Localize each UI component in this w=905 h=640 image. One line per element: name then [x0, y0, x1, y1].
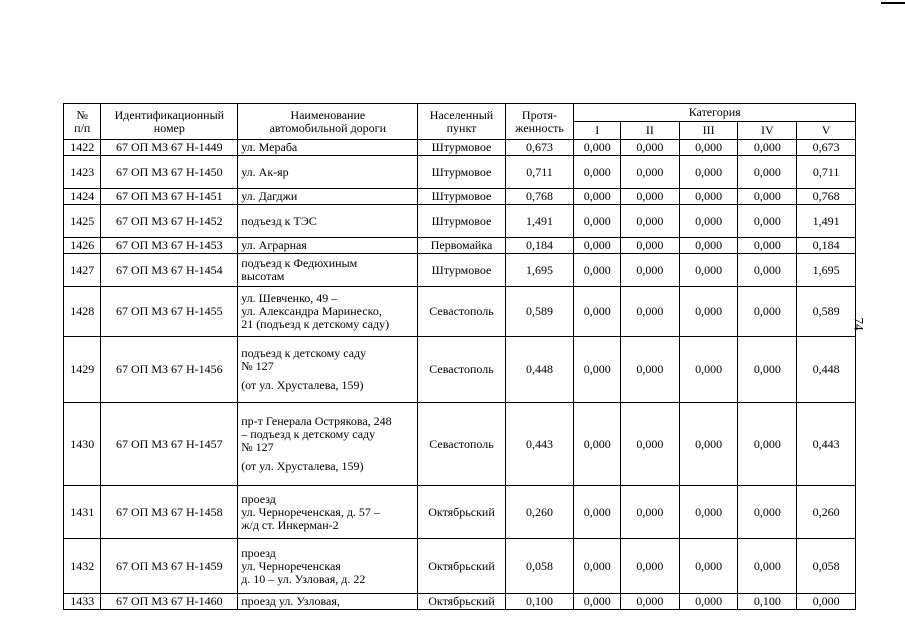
row-category-4: 0,100 — [738, 594, 797, 610]
row-place: Севастополь — [418, 337, 505, 403]
row-category-2: 0,000 — [620, 486, 679, 539]
road-name-line: ул. Ак-яр — [241, 164, 289, 179]
row-road-name — [238, 403, 418, 486]
row-road-name — [238, 156, 418, 189]
row-number: 1423 — [64, 156, 101, 189]
row-place: Штурмовое — [418, 205, 505, 238]
row-category-3: 0,000 — [679, 156, 738, 189]
row-category-5: 0,443 — [797, 403, 856, 486]
row-category-1: 0,000 — [574, 254, 621, 287]
page-number: 74 — [851, 317, 867, 331]
row-number: 1425 — [64, 205, 101, 238]
road-name-line: проезд ул. Узловая, — [241, 594, 340, 608]
row-road-name — [238, 254, 418, 287]
row-category-3: 0,000 — [679, 205, 738, 238]
row-id: 67 ОП МЗ 67 Н-1452 — [101, 205, 238, 238]
row-category-4: 0,000 — [738, 403, 797, 486]
table-row — [64, 403, 856, 486]
row-id: 67 ОП МЗ 67 Н-1457 — [101, 403, 238, 486]
row-category-5: 1,695 — [797, 254, 856, 287]
row-length: 0,711 — [505, 156, 574, 189]
row-category-1: 0,000 — [574, 337, 621, 403]
road-name-line: подъезд к Федюхиным — [241, 256, 358, 270]
row-place: Штурмовое — [418, 140, 505, 156]
row-category-2: 0,000 — [620, 205, 679, 238]
row-category-4: 0,000 — [738, 539, 797, 594]
road-name-line: (от ул. Хрусталева, 159) — [241, 459, 364, 473]
row-number: 1428 — [64, 287, 101, 337]
table-row — [64, 156, 856, 189]
row-number: 1427 — [64, 254, 101, 287]
row-category-2: 0,000 — [620, 189, 679, 205]
row-id: 67 ОП МЗ 67 Н-1458 — [101, 486, 238, 539]
row-number: 1429 — [64, 337, 101, 403]
row-category-4: 0,000 — [738, 254, 797, 287]
row-length: 0,673 — [505, 140, 574, 156]
row-length: 0,184 — [505, 238, 574, 254]
row-place: Октябрьский — [418, 486, 505, 539]
row-category-2: 0,000 — [620, 254, 679, 287]
row-category-2: 0,000 — [620, 594, 679, 610]
row-category-1: 0,000 — [574, 486, 621, 539]
road-name-line: ул. Дагджи — [241, 189, 298, 203]
row-category-5: 0,711 — [797, 156, 856, 189]
row-number: 1431 — [64, 486, 101, 539]
table-row — [64, 594, 856, 610]
row-road-name — [238, 594, 418, 610]
row-id: 67 ОП МЗ 67 Н-1456 — [101, 337, 238, 403]
row-id: 67 ОП МЗ 67 Н-1449 — [101, 140, 238, 156]
row-road-name — [238, 205, 418, 238]
row-category-3: 0,000 — [679, 140, 738, 156]
row-id: 67 ОП МЗ 67 Н-1459 — [101, 539, 238, 594]
row-road-name — [238, 337, 418, 403]
header-length: Протя- женность — [505, 104, 574, 140]
row-category-5: 0,058 — [797, 539, 856, 594]
row-category-2: 0,000 — [620, 287, 679, 337]
row-length: 1,491 — [505, 205, 574, 238]
road-name-line: ул. Аграрная — [241, 238, 307, 252]
row-length: 0,589 — [505, 287, 574, 337]
row-road-name — [238, 189, 418, 205]
row-number: 1426 — [64, 238, 101, 254]
table-row — [64, 205, 856, 238]
row-category-5: 1,491 — [797, 205, 856, 238]
row-category-3: 0,000 — [679, 539, 738, 594]
road-name-line: ул. Чернореченская, д. 57 – — [241, 504, 380, 519]
row-category-5: 0,448 — [797, 337, 856, 403]
row-place: Севастополь — [418, 287, 505, 337]
row-category-4: 0,000 — [738, 205, 797, 238]
row-length: 0,443 — [505, 403, 574, 486]
row-place: Севастополь — [418, 403, 505, 486]
row-category-3: 0,000 — [679, 594, 738, 610]
row-category-4: 0,000 — [738, 156, 797, 189]
row-category-4: 0,000 — [738, 486, 797, 539]
row-length: 0,448 — [505, 337, 574, 403]
row-number: 1422 — [64, 140, 101, 156]
row-category-1: 0,000 — [574, 205, 621, 238]
road-name-line: ул. Шевченко, 49 – — [241, 291, 338, 305]
road-name-line: ул. Чернореченская — [241, 558, 341, 573]
row-number: 1432 — [64, 539, 101, 594]
row-category-2: 0,000 — [620, 140, 679, 156]
table-row — [64, 189, 856, 205]
row-category-4: 0,000 — [738, 337, 797, 403]
road-name-line: (от ул. Хрусталева, 159) — [241, 378, 364, 392]
row-category-4: 0,000 — [738, 189, 797, 205]
row-id: 67 ОП МЗ 67 Н-1451 — [101, 189, 238, 205]
row-category-2: 0,000 — [620, 337, 679, 403]
row-road-name — [238, 287, 418, 337]
row-place: Штурмовое — [418, 189, 505, 205]
row-category-4: 0,000 — [738, 287, 797, 337]
row-length: 0,260 — [505, 486, 574, 539]
row-id: 67 ОП МЗ 67 Н-1460 — [101, 594, 238, 610]
row-road-name — [238, 486, 418, 539]
road-name-line: 21 (подъезд к детскому саду) — [241, 317, 390, 331]
header-cat-2: II — [620, 122, 679, 140]
road-name-line: № 127 — [241, 359, 274, 373]
row-id: 67 ОП МЗ 67 Н-1454 — [101, 254, 238, 287]
header-category: Категория — [574, 104, 856, 122]
row-id: 67 ОП МЗ 67 Н-1450 — [101, 156, 238, 189]
row-id: 67 ОП МЗ 67 Н-1455 — [101, 287, 238, 337]
row-road-name — [238, 539, 418, 594]
header-cat-5: V — [797, 122, 856, 140]
row-category-2: 0,000 — [620, 156, 679, 189]
header-cat-4: IV — [738, 122, 797, 140]
row-category-3: 0,000 — [679, 486, 738, 539]
row-category-1: 0,000 — [574, 156, 621, 189]
row-category-3: 0,000 — [679, 189, 738, 205]
row-category-2: 0,000 — [620, 539, 679, 594]
header-num: № п/п — [64, 104, 101, 140]
row-category-1: 0,000 — [574, 539, 621, 594]
table-row — [64, 140, 856, 156]
row-category-4: 0,000 — [738, 140, 797, 156]
row-number: 1430 — [64, 403, 101, 486]
road-name-line: подъезд к ТЭС — [241, 213, 317, 228]
row-category-3: 0,000 — [679, 254, 738, 287]
roads-table — [63, 103, 856, 610]
row-category-2: 0,000 — [620, 238, 679, 254]
row-category-5: 0,000 — [797, 594, 856, 610]
row-road-name — [238, 140, 418, 156]
table-row — [64, 337, 856, 403]
road-name-line: подъезд к детскому саду — [241, 346, 367, 360]
row-category-1: 0,000 — [574, 238, 621, 254]
row-place: Штурмовое — [418, 156, 505, 189]
row-category-5: 0,673 — [797, 140, 856, 156]
road-name-line: ул. Александра Маринеско, — [241, 304, 382, 318]
row-place: Октябрьский — [418, 594, 505, 610]
row-category-5: 0,184 — [797, 238, 856, 254]
header-place: Населенный пункт — [418, 104, 505, 140]
row-category-5: 0,589 — [797, 287, 856, 337]
row-category-4: 0,000 — [738, 238, 797, 254]
row-length: 0,768 — [505, 189, 574, 205]
road-name-line: № 127 — [241, 440, 274, 454]
row-category-1: 0,000 — [574, 403, 621, 486]
table-row — [64, 254, 856, 287]
row-number: 1424 — [64, 189, 101, 205]
road-name-line: ж/д ст. Инкерман-2 — [241, 517, 339, 532]
row-number: 1433 — [64, 594, 101, 610]
row-category-3: 0,000 — [679, 337, 738, 403]
table-row — [64, 287, 856, 337]
road-name-line: – подъезд к детскому саду — [241, 427, 376, 441]
row-place: Штурмовое — [418, 254, 505, 287]
row-length: 0,100 — [505, 594, 574, 610]
road-name-line: пр-т Генерала Острякова, 248 — [241, 414, 392, 428]
header-cat-1: I — [574, 122, 621, 140]
road-name-line: проезд — [241, 545, 276, 560]
row-category-1: 0,000 — [574, 189, 621, 205]
row-road-name — [238, 238, 418, 254]
row-category-5: 0,768 — [797, 189, 856, 205]
table-row — [64, 486, 856, 539]
row-length: 0,058 — [505, 539, 574, 594]
row-category-1: 0,000 — [574, 287, 621, 337]
row-category-3: 0,000 — [679, 403, 738, 486]
row-place: Октябрьский — [418, 539, 505, 594]
road-name-line: д. 10 – ул. Узловая, д. 22 — [241, 571, 366, 586]
header-name: Наименование автомобильной дороги — [238, 104, 418, 140]
row-length: 1,695 — [505, 254, 574, 287]
row-category-1: 0,000 — [574, 594, 621, 610]
table-row — [64, 238, 856, 254]
row-category-5: 0,260 — [797, 486, 856, 539]
table-row — [64, 539, 856, 594]
header-id: Идентификационный номер — [101, 104, 238, 140]
row-category-1: 0,000 — [574, 140, 621, 156]
row-place: Первомайка — [418, 238, 505, 254]
row-id: 67 ОП МЗ 67 Н-1453 — [101, 238, 238, 254]
road-name-line: высотам — [241, 269, 285, 283]
header-cat-3: III — [679, 122, 738, 140]
row-category-3: 0,000 — [679, 238, 738, 254]
road-name-line: проезд — [241, 491, 276, 506]
row-category-3: 0,000 — [679, 287, 738, 337]
corner-mark — [881, 2, 905, 4]
road-name-line: ул. Мераба — [241, 140, 298, 154]
row-category-2: 0,000 — [620, 403, 679, 486]
